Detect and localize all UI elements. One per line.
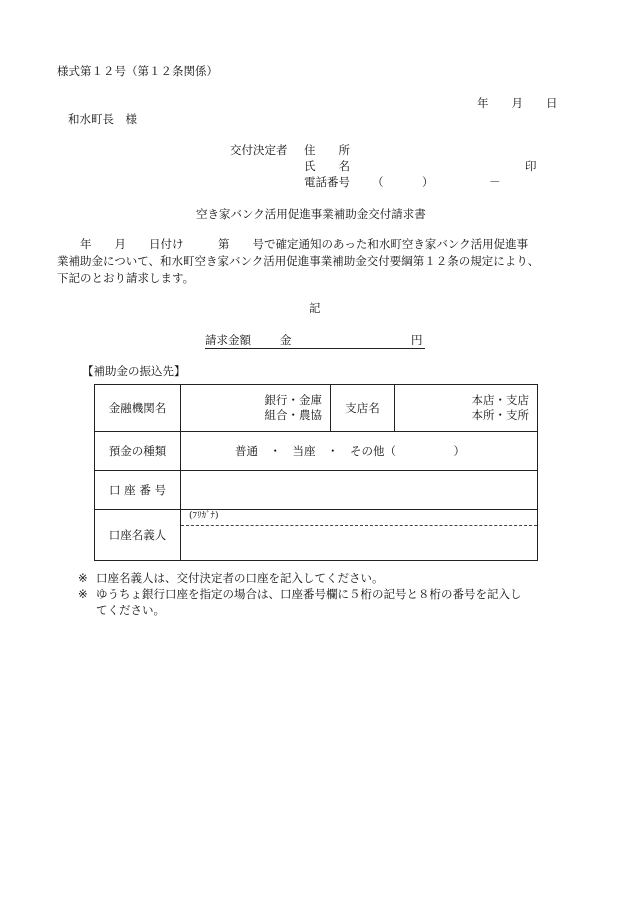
seal-mark: 印 [525, 159, 537, 173]
body-line: 年 月 日付け 第 号で確定通知のあった和水町空き家バンク活用促進事 [57, 237, 529, 251]
document-title: 空き家バンク活用促進事業補助金交付請求書 [196, 207, 426, 221]
amount-underline [205, 348, 425, 349]
note-mark: ※ [78, 571, 88, 585]
deposit-type-options[interactable]: 普通 ・ 当座 ・ その他（ ） [181, 432, 538, 471]
branch-type-office: 本所・支所 [471, 408, 529, 422]
amount-label: 請求金額 [205, 333, 251, 347]
institution-name-field[interactable] [181, 385, 331, 432]
account-number-field[interactable] [181, 471, 538, 510]
address-label: 住 所 [304, 143, 350, 157]
account-holder-label: 口座名義人 [95, 510, 181, 561]
institution-type-bank: 銀行・金庫 [264, 393, 322, 407]
branch-type-main: 本店・支店 [471, 393, 529, 407]
note-line: 口座名義人は、交付決定者の口座を記入してください。 [96, 571, 384, 585]
amount-unit: 円 [411, 333, 423, 347]
note-mark: ※ [78, 587, 88, 601]
phone-open-paren: （ [372, 175, 384, 189]
branch-name-field[interactable] [395, 385, 538, 432]
branch-label: 支店名 [331, 385, 395, 432]
name-label: 氏 名 [304, 159, 350, 173]
form-number: 様式第１２号（第１２条関係） [57, 64, 218, 78]
addressee: 和水町長 様 [68, 112, 137, 126]
account-number-row [95, 471, 538, 510]
phone-close-paren: ） [422, 175, 434, 189]
financial-institution-row [95, 385, 538, 432]
ki-heading: 記 [309, 301, 321, 315]
date-line: 年 月 日 [477, 96, 558, 110]
body-line: 下記のとおり請求します。 [57, 271, 195, 285]
phone-dash: － [489, 175, 501, 189]
institution-type-union: 組合・農協 [264, 408, 322, 422]
account-holder-row [95, 510, 538, 561]
amount-prefix: 金 [280, 333, 292, 347]
note-item [78, 570, 548, 586]
deposit-type-label: 預金の種類 [95, 432, 181, 471]
account-holder-field[interactable] [181, 510, 538, 561]
phone-label: 電話番号 [304, 175, 350, 189]
bank-account-table [94, 384, 538, 561]
body-line: 業補助金について、和水町空き家バンク活用促進事業補助金交付要綱第１２条の規定により、 [57, 254, 540, 268]
body-paragraph [57, 236, 577, 287]
note-item [78, 586, 548, 618]
transfer-section-title: 【補助金の振込先】 [82, 364, 186, 378]
note-line: てください。 [96, 603, 165, 617]
furigana-divider [181, 525, 537, 526]
account-number-label: 口 座 番 号 [95, 471, 181, 510]
note-line: ゆうちょ銀行口座を指定の場合は、口座番号欄に５桁の記号と８桁の番号を記入し [96, 587, 522, 601]
financial-institution-label: 金融機関名 [95, 385, 181, 432]
furigana-label: (ﾌﾘｶﾞﾅ) [189, 511, 219, 521]
deposit-type-row [95, 432, 538, 471]
applicant-role-label: 交付決定者 [230, 143, 288, 157]
